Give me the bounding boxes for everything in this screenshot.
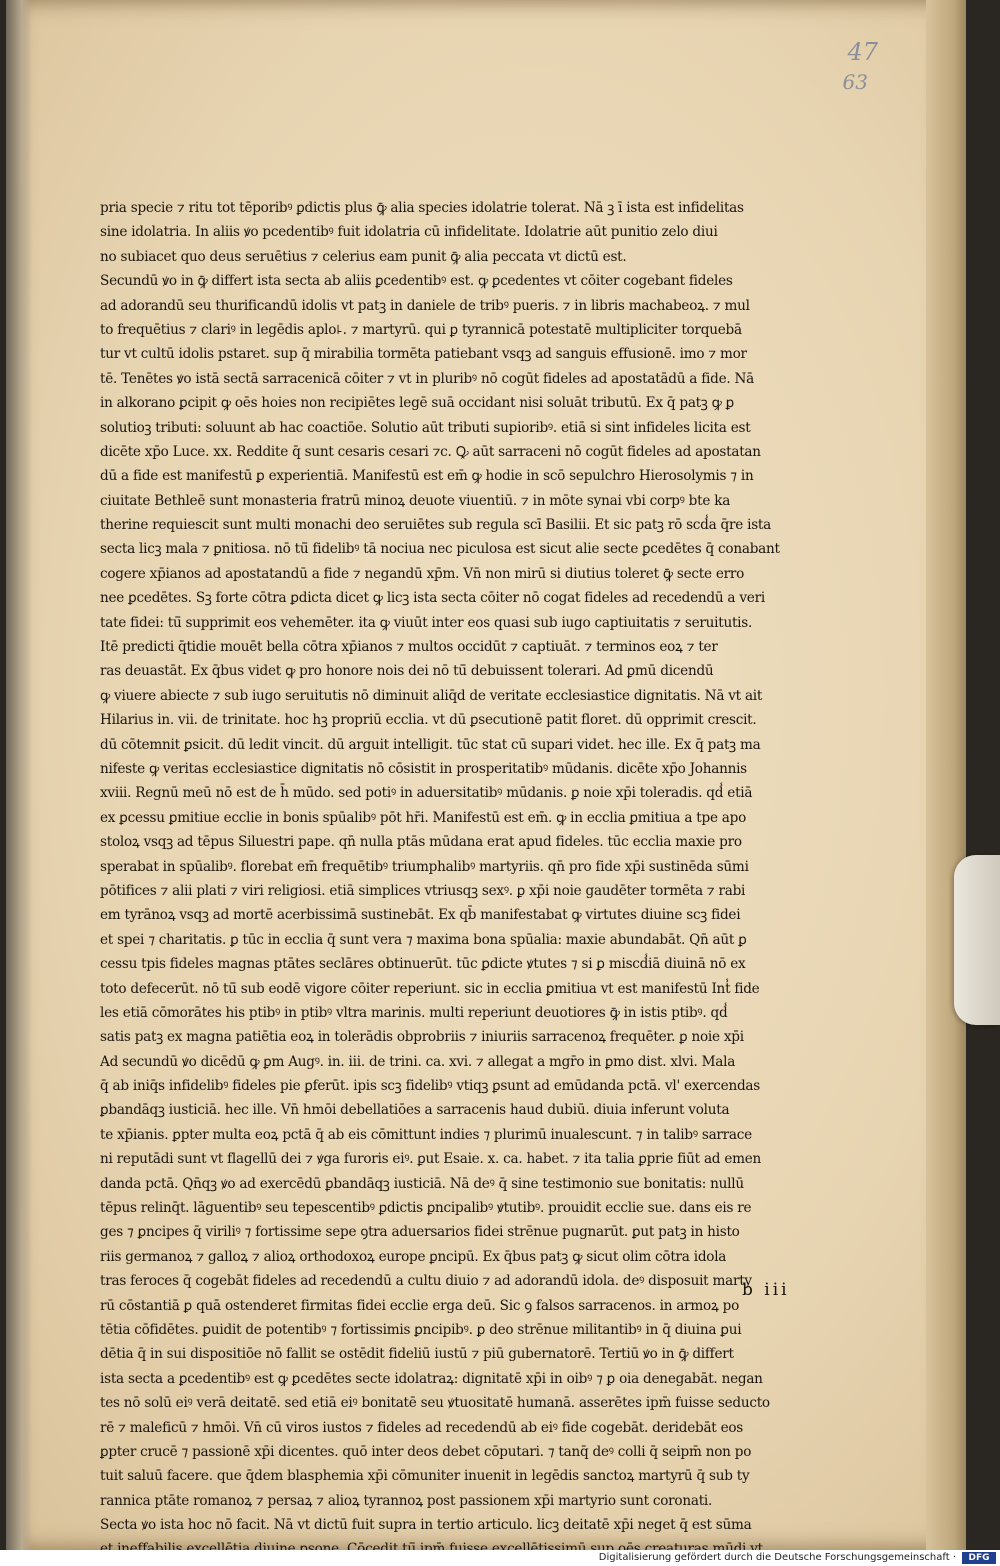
text-line: Secta ꝟo ista hoc nō facit. Nā vt dictū fuit supra in tertio articulo. licꝫ deitatē xp̄i neget q̄ est sūma [100,1517,752,1534]
pencil-secondary-number: 63 [842,70,868,94]
text-line: rē ⁊ maleficū ⁊ hmōi. Vn̄ cū viros iustos ⁊ fideles ad recedendū ab eiꝰ fide cogebāt. deridebāt eos [100,1419,744,1436]
text-line: ꝑpter crucē ⁊ passionē xp̄i dicentes. quō inter deos debet cōputari. ⁊ tanq̄ deꝰ colli q̄ seipm̄ non po [100,1443,752,1460]
text-line: dicēte xp̄o Luce. xx. Reddite q̄ sunt cesaris cesari ⁊c. Ꝙ aūt sarraceni nō cogūt fideles ad apostatan [100,443,761,460]
text-line: sperabat in spūalibꝰ. florebat em̄ frequētibꝰ triumphalibꝰ martyriis. qn̄ pro fide xp̄i sustinēda sūmi [100,858,749,875]
text-line: cessu tpis fideles magnas ptātes seclāres obtinuerūt. tūc ꝑdicte ꝟtutes ⁊ si ꝑ miscd̾iā diuinā nō ex [100,956,746,973]
text-line: Secundū ꝟo in ꝙ̄ differt ista secta ab aliis ꝑcedentibꝰ est. ꝙ ꝑcedentes vt cōiter cogebant fideles [100,273,733,290]
body-text [100,196,794,1562]
text-line: ni reputādi sunt vt flagellū dei ⁊ ꝟga furoris eiꝰ. ꝑut Esaie. x. ca. habet. ⁊ ita talia ꝑprie fiūt ad emen [100,1151,762,1168]
text-line: em tyrānoꝝ vsqꝫ ad mortē acerbissimā sustinebāt. Ex qb̄ manifestabat ꝙ virtutes diuine scꝫ fidei [100,907,741,924]
text-line: tētia cōfidētes. ꝑuidit de potentibꝰ ⁊ fortissimis ꝑncipibꝰ. ꝑ deo strēnue militantibꝰ in q̄ diuina ꝑui [100,1321,742,1338]
page-marker-tab [954,855,1000,1025]
text-line: nee ꝑcedētes. Sꝫ forte cōtra ꝑdicta dicet ꝙ licꝫ ista secta cōiter nō cogat fideles ad recedendū a veri [100,590,765,607]
text-line: q̄ ab iniq̄s infidelibꝰ fideles pie ꝑferūt. ipis scꝫ fidelibꝰ vtiqꝫ ꝑsunt ad emūdanda pctā. vl' exercendas [100,1078,761,1095]
text-line: no subiacet quo deus seruētius ⁊ celerius eam punit ꝙ̄ alia peccata vt dictū est. [100,248,627,265]
text-line: toto defecerūt. nō tū̄ sub eodē vigore cōiter reperiunt. sic in ecclia ꝑmitiua vt est manifestū Int̾ fide [100,980,760,997]
text-line: solutioꝫ tributi: soluunt ab hac coactiōe. Solutio aūt tributi supioribꝰ. etiā si sint infideles licita est [100,419,751,436]
text-line: tuit saluū facere. que q̄dem blasphemia xp̄i cōmuniter inuenit in legēdis sanctoꝝ martyrū q̄ sub ty [100,1468,750,1485]
text-line: tras feroces q̄ cogebāt fideles ad recedendū a cultu diuio ⁊ ad adorandū idola. deꝰ disposuit marty [100,1273,752,1290]
text-line: sine idolatria. In aliis ꝟo pcedentibꝰ fuit idolatria cū infidelitate. Idolatrie aūt punitio zelo diui [100,224,718,241]
text-line: dētia q̄ in sui dispositiōe nō fallit se ostēdit fideliū iustū ⁊ piū gubernatorē. Tertiū ꝟo in ꝙ̄ differt [100,1346,734,1363]
page-fore-edge [926,0,966,1550]
text-line: xviii. Regnū meū nō est de h̄ mūdo. sed potiꝰ in aduersitatibꝰ mūdanis. ꝑ noie xp̄i toleradis. qd̾ etiā [100,785,753,802]
text-line: rannica ptāte romanoꝝ ⁊ persaꝝ ⁊ alioꝝ tyrannoꝝ post passionem xp̄i martyrio sunt coronati. [100,1492,713,1509]
text-line: pōtifices ⁊ alii plati ⁊ viri religiosi. etiā simplices vtriusqꝫ sexꝰ. ꝑ xp̄i noie gaudēter tormēta ⁊ rabi [100,882,746,899]
text-line: ciuitate Bethleē sunt monasteria fratrū minoꝝ deuote viuentiū. ⁊ in mōte synai vbi corpꝰ bte ka [100,492,731,509]
text-line: ꝑbandāqꝫ iusticiā. hec ille. Vn̄ hmōi debellatiōes a sarracenis haud dubiū. diuia inferunt voluta [100,1102,730,1119]
text-line: therine requiescit sunt multi monachi deo seruiētes sub regula scī Basilii. Et sic patꝫ rō scd̾a q̄re ista [100,517,771,534]
text-line: Hilarius in. vii. de trinitate. hoc hꝫ propriū ecclia. vt dū ꝑsecutionē patit floret. dū opprimit crescit. [100,712,757,729]
text-line: et spei ⁊ charitatis. ꝑ tūc in ecclia q̄ sunt vera ⁊ maxima bona spūalia: maxie abundabāt. Qn̄ aūt ꝑ [100,931,747,948]
binding-gutter [6,0,32,1550]
signature-mark: b iii [742,1280,790,1300]
dfg-logo: DFG [962,1552,996,1564]
text-line: stoloꝝ vsqꝫ ad tēpus Siluestri pape. qn̄ nulla ptās mūdana erat apud fideles. tūc ecclia maxie pro [100,834,742,851]
pencil-folio-number: 47 [847,38,878,66]
text-line: ꝙ viuere abiecte ⁊ sub iugo seruitutis nō diminuit aliq̄d de veritate ecclesiastice dignitatis. Nā vt ait [100,687,763,704]
text-line: Ad secundū ꝟo dicēdū ꝙ ꝑm Augꝰ. in. iii. de trini. ca. xvi. ⁊ allegat a mgr̄o in ꝑmo dist. xlvi. Mala [100,1053,736,1070]
text-line: les etiā cōmorātes his ptibꝰ in ptibꝰ vltra marinis. multi reperiunt deuotiores ꝙ̄ in istis ptibꝰ. qd̾ [100,1004,728,1021]
text-line: pria specie ⁊ ritu tot tēporibꝰ ꝑdictis plus ꝙ̄ alia species idolatrie tolerat. Nā ꝫ ī ista est infidelitas [100,200,744,216]
text-line: secta licꝫ mala ⁊ ꝑnitiosa. nō tū̄ fidelibꝰ tā nociua nec piculosa est sicut alie secte ꝑcedētes q̄ conabant [100,541,780,558]
text-line: rū cōstantiā ꝑ quā ostenderet firmitas fidei ecclie erga deū. Sic ꝯ falsos sarracenos. in armoꝝ po [100,1297,740,1314]
text-line: tur vt cultū idolis pstaret. sup q̄ mirabilia tormēta patiebant vsqꝫ ad sanguis effusionē. imo ⁊ mor [100,346,747,363]
text-line: cogere xp̄ianos ad apostatandū a fide ⁊ negandū xp̄m. Vn̄ non mirū si diutius toleret ꝙ̄ secte erro [100,565,745,582]
text-line: nifeste ꝙ veritas ecclesiastice dignitatis nō cōsistit in prosperitatibꝰ mūdanis. dicēte xp̄o Johannis [100,760,747,777]
text-line: in alkorano ꝑcipit ꝙ oēs hoies non recipiētes legē suā occidant nisi soluāt tributū. Ex q̄ patꝫ ꝙ ꝑ [100,395,735,412]
text-line: riis germanoꝝ ⁊ galloꝝ ⁊ alioꝝ orthodoxoꝝ europe ꝑncipū. Ex q̄bus patꝫ ꝙ sicut olim cōtra idola [100,1248,727,1265]
text-line: ras deuastāt. Ex q̄bus videt ꝙ pro honore nois dei nō tū̄ debuissent tolerari. Ad ꝑmū dicendū [100,663,714,680]
footer-bar [0,1550,1000,1566]
book-page [6,0,966,1550]
text-line: Itē predicti q̄tidie mouēt bella cōtra xp̄ianos ⁊ multos occidūt ⁊ captiuāt. ⁊ terminos eoꝝ ⁊ ter [100,639,718,656]
text-line: ista secta a ꝑcedentibꝰ est ꝙ ꝑcedētes secte idolatraꝝ: dignitatē xp̄i in oibꝰ ⁊ ꝑ oia denegabāt. negan [100,1370,763,1387]
text-line: dū cōtemnit ꝑsicit. dū ledit vincit. dū arguit intelligit. tūc stat cū supari videt. hec ille. Ex q̄ patꝫ ma [100,736,761,753]
text-line: ad adorandū seu thurificandū idolis vt patꝫ in daniele de tribꝰ pueris. ⁊ in libris machabeoꝝ. ⁊ mul [100,297,750,314]
text-line: ges ⁊ ꝑncipes q̄ viriliꝰ ⁊ fortissime sepe ꝯtra aduersarios fidei strēnue pugnarūt. ꝑut patꝫ in histo [100,1224,740,1241]
text-line: ex ꝑcessu ꝑmitiue ecclie in bonis spūalibꝰ pōt hr̄i. Manifestū est em̄. ꝙ in ecclia ꝑmitiua a tpe apo [100,809,747,826]
text-line: tēpus relinq̄t. lāguentibꝰ seu tepescentibꝰ ꝑdictis ꝑncipalibꝰ ꝟtutibꝰ. prouidit ecclie sue. dans eis re [100,1200,752,1217]
text-line: tate fidei: tū̄ supprimit eos vehemēter. ita ꝙ viuūt inter eos quasi sub iugo captiuitatis ⁊ seruitutis. [100,614,753,631]
text-line: to frequētius ⁊ clariꝰ in legēdis aplo꜕. ⁊ martyrū. qui ꝑ tyrannicā potestatē multipliciter torquebā [100,321,742,338]
text-line: danda pctā. Qn̄qꝫ ꝟo ad exercēdū ꝑbandāqꝫ iusticiā. Nā deꝰ q̄ sine testimonio sue bonitatis: nullū [100,1175,744,1192]
text-line: dū a fide est manifestū ꝑ experientiā. Manifestū est em̄ ꝙ hodie in scō sepulchro Hierosolymis ⁊ in [100,468,754,485]
text-line: tes nō solū eiꝰ verā deitatē. sed etiā eiꝰ bonitatē seu ꝟtuositatē humanā. asserētes ipm̄ fuisse seducto [100,1395,770,1412]
text-line: te xp̄ianis. ꝑpter multa eoꝝ pctā q̄ ab eis cōmittunt indies ⁊ plurimū inualescunt. ⁊ in talibꝰ sarrace [100,1126,752,1143]
text-line: tē. Tenētes ꝟo istā sectā sarracenicā cōiter ⁊ vt in pluribꝰ nō cogūt fideles ad apostatādū a fide. Nā [100,370,755,387]
footer-credit: Digitalisierung gefördert durch die Deutsche Forschungsgemeinschaft · [598,1552,956,1563]
text-line: satis patꝫ ex magna patiētia eoꝝ in tolerādis obprobriis ⁊ iniuriis sarracenoꝝ frequēter. ꝑ noie xp̄i [100,1029,744,1046]
